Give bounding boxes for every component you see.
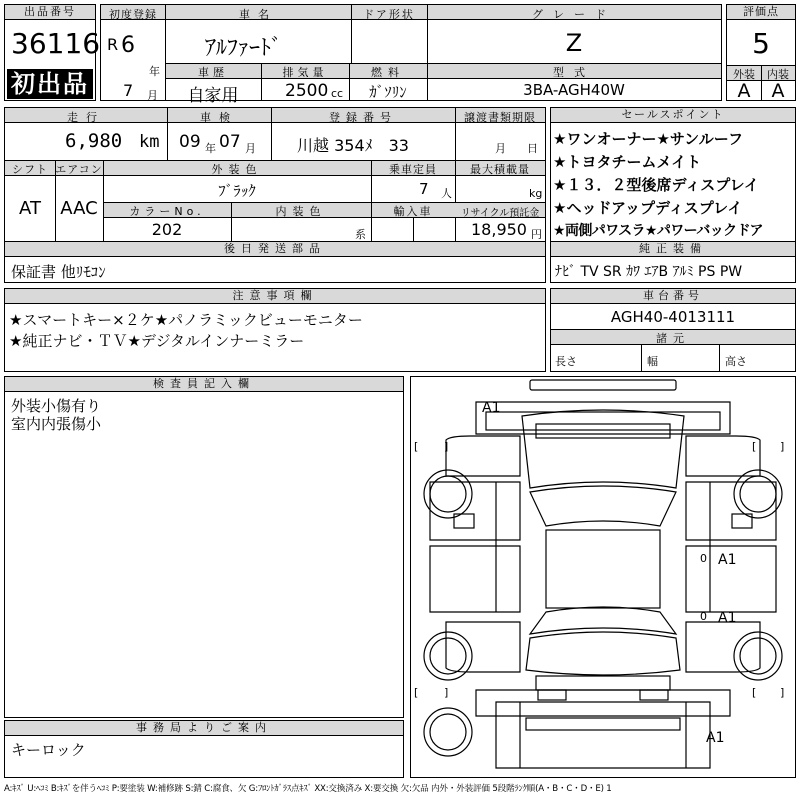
ac: AAC [60,198,98,219]
exterior-label: 外装 [733,68,755,81]
import-label: 輸入車 [393,205,433,218]
transfer-month-unit: 月 [495,142,506,155]
notes-box [4,288,546,372]
capacity-label: 乗車定員 [389,163,437,176]
interior-grade: A [771,80,785,102]
car-diagram [410,376,796,778]
color-label: 外装色 [211,163,263,176]
displacement-label: 排気量 [282,66,328,79]
grade-label: グレード [532,8,616,21]
zero-mark: 0 [700,610,707,623]
lot-box [4,4,101,101]
chassis-title: 車台番号 [551,289,795,304]
insp-year: 09 [179,132,201,152]
score: 5 [752,27,770,60]
first-reg-label: 初度登録 [109,8,157,21]
office-value: キーロック [11,741,86,759]
first-listing-badge: 初出品 [7,69,93,99]
equipment-box [550,241,796,283]
color-no-label: カラーNo. [129,205,205,218]
lot-label: 出品番号 [5,5,95,20]
later-parts-value: 保証書 他ﾘﾓｺﾝ [11,263,106,281]
shift-label: シフト [12,163,48,176]
grade: Z [565,29,583,57]
lot-number: 36116 [11,27,101,60]
recycle: 18,950 [471,220,527,239]
displacement-unit: cc [331,87,344,100]
load-label: 最大積載量 [470,163,530,176]
damage-mark: A1 [718,610,737,626]
header-box [100,4,722,106]
plate-label: 登録番号 [329,111,397,124]
bracket-mark: ] [444,440,449,453]
model: 3BA-AGH40W [523,81,625,99]
reg-year: 6 [121,33,135,58]
insp-month: 07 [219,132,241,152]
mileage-unit: km [139,132,160,152]
length-label: 長さ [555,355,577,368]
sales-point-line: ★両側パワスラ★パワーバックドア [553,223,763,239]
bracket-mark: [ [414,440,419,453]
capacity: 7 [419,180,429,198]
inspection-label: 車検 [200,111,238,124]
bracket-mark: ] [444,686,449,699]
displacement: 2500 [285,81,329,101]
details-box [4,107,546,242]
office-title: 事務局よりご案内 [5,721,403,736]
height-label: 高さ [725,355,747,368]
notes-line: ★スマートキー×２ケ★パノラミックビューモニター [9,311,363,329]
mileage: 6,980 [65,130,123,152]
month-unit: 月 [147,89,158,102]
fuel: ｶﾞｿﾘﾝ [369,83,407,101]
door-label: ドア形状 [363,8,415,21]
equipment-value: ﾅﾋﾞ TV SR ｶﾜ ｴｱB ｱﾙﾐ PS PW [555,264,743,280]
office-box [4,720,404,778]
damage-mark: A1 [718,552,737,568]
insp-year-unit: 年 [205,142,216,155]
chassis-box [550,288,796,372]
plate: 川越 354ﾒ 33 [297,136,409,155]
sales-points-title: セールスポイント [551,108,795,123]
transfer-day-unit: 日 [527,142,538,155]
notes-title: 注意事項欄 [5,289,545,304]
mileage-label: 走行 [67,111,105,124]
interior-color-unit: 系 [355,228,366,241]
transfer-label: 譲渡書類期限 [464,111,536,124]
insp-month-unit: 月 [245,142,256,155]
reg-month: 7 [123,81,134,100]
exterior-grade: A [737,80,751,102]
sales-point-line: ★トヨタチームメイト [553,153,702,171]
recycle-label: リサイクル預託金 [460,208,540,219]
sales-points-box [550,107,796,242]
score-label: 評価点 [727,5,795,20]
notes-line: ★純正ナビ・ＴＶ★デジタルインナーミラー [9,332,305,350]
recycle-unit: 円 [531,228,542,241]
shift: AT [19,198,41,219]
equipment-title: 純正装備 [551,242,795,257]
history: 自家用 [187,86,239,106]
bracket-mark: [ [752,440,757,453]
later-parts-box [4,241,546,283]
inspector-title: 検査員記入欄 [5,377,403,392]
damage-mark: A1 [482,400,501,416]
legend: A:ｷｽﾞ U:ﾍｺﾐ B:ｷｽﾞを伴うﾍｺﾐ P:要塗装 W:補修跡 S:錆 C:腐食、欠 G:ﾌﾛﾝﾄｶﾞﾗｽ点ｷｽﾞ XX:交換済み X:要交換 欠:欠品 内外・外装評価 5段階ﾗﾝｸ順(A・B・C・D・E) 1 [4,784,612,794]
interior-color-label: 内装色 [275,205,327,218]
capacity-unit: 人 [441,187,452,200]
history-label: 車歴 [198,66,228,79]
score-box [726,4,796,101]
later-parts-title: 後日発送部品 [5,242,545,257]
car-name: ｱﾙﾌｧｰﾄﾞ [205,36,283,61]
fuel-label: 燃料 [371,66,405,79]
era: R [107,35,119,54]
bracket-mark: [ [414,686,419,699]
dimensions-title: 諸元 [656,332,690,345]
interior-label: 内装 [767,68,789,81]
model-label: 型式 [553,66,595,79]
ac-label: エアコン [55,163,103,176]
color: ﾌﾞﾗｯｸ [218,182,256,200]
damage-mark: A1 [706,730,725,746]
inspector-box [4,376,404,718]
sales-point-line: ★ワンオーナー★サンルーフ [553,130,744,148]
bracket-mark: ] [780,686,785,699]
sales-point-line: ★ヘッドアップディスプレイ [553,199,743,217]
load-unit: kg [529,187,543,200]
chassis-value: AGH40-4013111 [610,308,736,326]
zero-mark: 0 [700,552,707,565]
car-name-label: 車名 [239,8,277,21]
year-unit: 年 [149,65,160,78]
bracket-mark: [ [752,686,757,699]
inspector-line: 外装小傷有り [11,397,102,415]
width-label: 幅 [647,355,658,368]
color-no: 202 [151,220,183,239]
sales-point-line: ★１３．２型後席ディスプレイ [553,176,759,194]
inspector-line: 室内内張傷小 [11,415,102,433]
bracket-mark: ] [780,440,785,453]
